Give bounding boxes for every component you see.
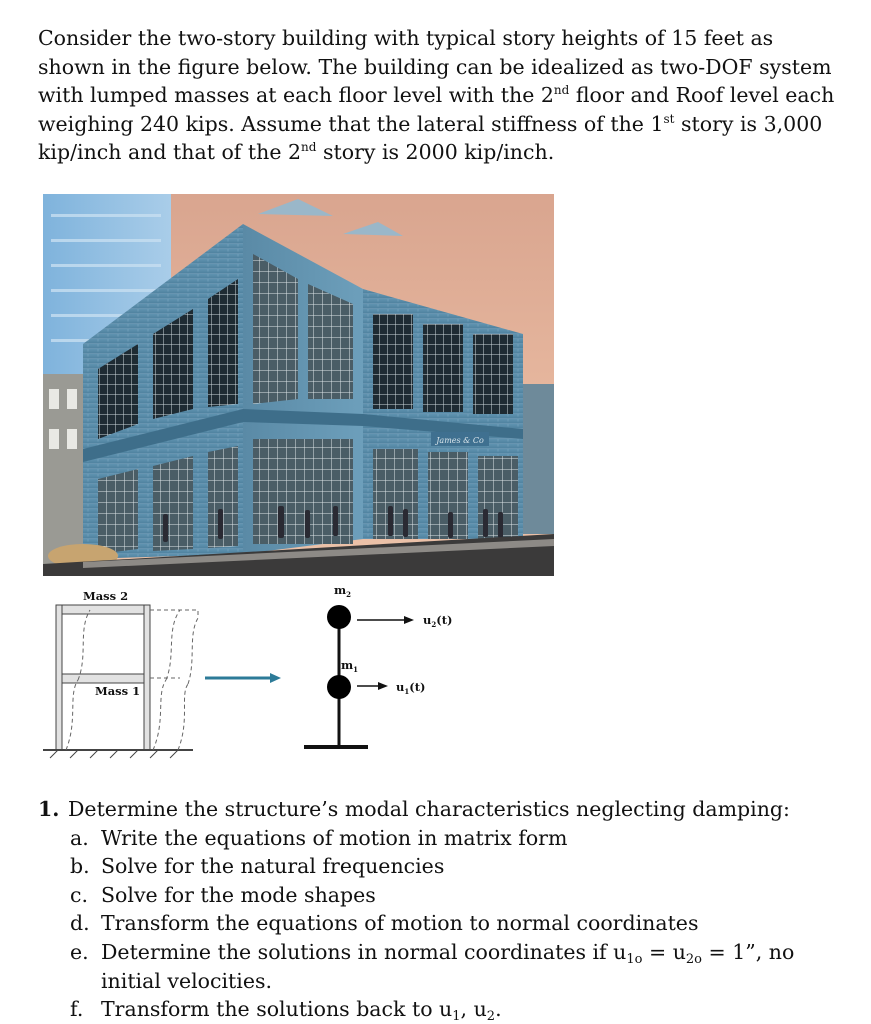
subquestion-text: Write the equations of motion in matrix form [101,825,568,850]
subquestion-letter: f. [70,997,84,1022]
subquestion-text: Transform the equations of motion to normal coordinates [101,911,699,936]
subquestion-letter: d. [70,911,90,936]
lumped-mass-model [304,605,414,747]
subquestion-a [70,824,858,853]
question-1 [38,795,858,824]
m1-label: $m_1$ [341,658,359,674]
subquestion-d [70,909,858,938]
problem-text: floor and Roof level each weighing 240 kips. Assume that the lateral stiffness of the 1 [38,83,835,136]
transform-arrow [205,673,281,683]
problem-statement [38,24,838,167]
problem-text: story is 3,000 kip/inch and that of the 2 [38,111,823,164]
problem-text: story is 2000 kip/inch. [316,140,555,164]
mass2-label: Mass 2 [83,589,129,603]
problem-text: Consider the two-story building with typical story heights of 15 feet as shown in the figure below. The building can be idealized as two-DOF system with lumped masses at each floor level with the 2 [38,26,832,107]
ordinal-suffix: nd [301,140,317,154]
subquestion-letter: b. [70,854,90,879]
subquestion-text: Transform the solutions back to $u_1$, $u_2$. [101,997,502,1024]
subquestion-letter: e. [70,939,89,964]
subquestion-text: Solve for the mode shapes [101,882,376,907]
subquestion-e [70,938,858,995]
subquestion-letter: a. [70,825,89,850]
ordinal-suffix: st [663,111,675,126]
u2-label: $u_2(t)$ [423,613,453,629]
question-number: 1. [38,797,60,821]
ordinal-suffix: nd [553,83,570,97]
subquestion-text: Determine the solutions in normal coordinates if $u_{1o} = u_{2o} = 1$”, no initial velocities. [101,939,795,993]
subquestion-f [70,995,858,1024]
subquestion-list [38,824,858,1024]
subquestion-b [70,852,858,881]
m2-label: $m_2$ [334,583,352,599]
subquestion-text: Solve for the natural frequencies [101,854,445,879]
subquestion-letter: c. [70,882,88,907]
frame-schematic [43,605,198,758]
question-block [38,795,858,1024]
building-photo [43,194,554,576]
subquestion-c [70,881,858,910]
question-text: Determine the structure’s modal characteristics neglecting damping: [68,797,790,821]
mass1-label: Mass 1 [95,684,141,698]
u1-label: $u_1(t)$ [396,680,426,696]
two-dof-diagram [38,580,518,760]
storefront-sign: James & Co [436,436,484,445]
